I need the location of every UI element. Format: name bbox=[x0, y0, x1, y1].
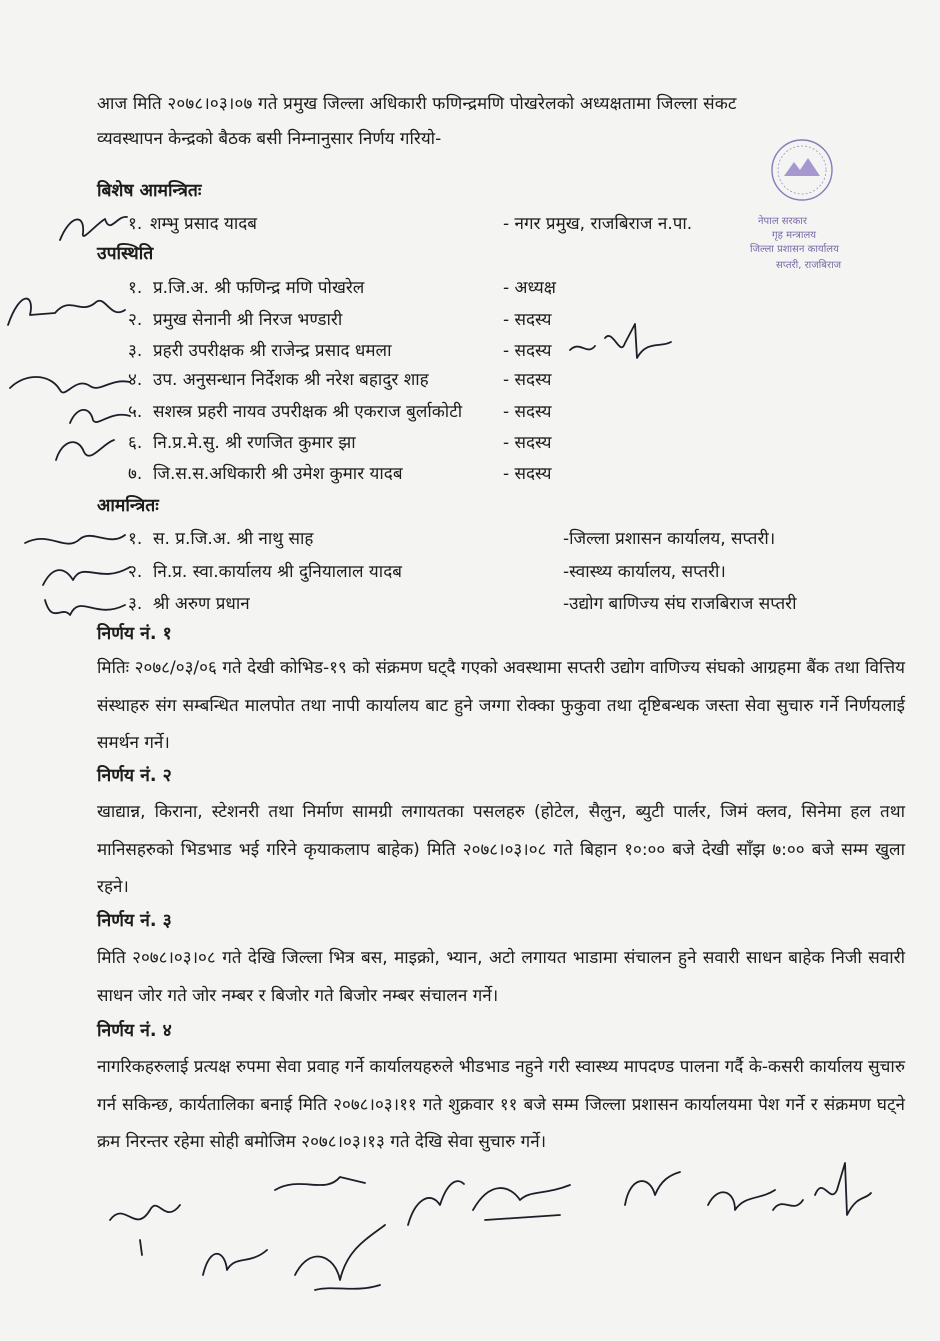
present-num: ४. bbox=[128, 370, 143, 390]
decision-heading-4: निर्णय नं. ४ bbox=[97, 1021, 172, 1041]
present-name: प्रमुख सेनानी श्री निरज भण्डारी bbox=[153, 310, 343, 330]
present-role: - सदस्य bbox=[503, 370, 552, 390]
signature-mark bbox=[615, 1160, 685, 1220]
present-num: १. bbox=[128, 278, 143, 298]
decision-text-3: मिति २०७८।०३।०८ गते देखि जिल्ला भित्र बस, माइक्रो, भ्यान, अटो लगायत भाडामा संचालन हुने सवारी साधन बाहेक निजी सवारी साधन जोर गते जोर नम्बर र बिजोर गते बिजोर नम्बर संचालन गर्ने। bbox=[97, 948, 905, 1006]
invitee-role: -उद्योग बाणिज्य संघ राजबिराज सप्तरी bbox=[563, 594, 797, 614]
signature-mark bbox=[40, 585, 130, 630]
seal-text-1: नेपाल सरकार bbox=[758, 216, 807, 227]
signature-mark bbox=[400, 1170, 470, 1240]
seal-text-4: सप्तरी, राजबिराज bbox=[776, 260, 842, 271]
signature-mark bbox=[65, 398, 135, 433]
decision-heading-1: निर्णय नं. १ bbox=[97, 624, 172, 644]
intro-line-2: व्यवस्थापन केन्द्रको बैठक बसी निम्नानुसार निर्णय गरियो- bbox=[97, 129, 442, 149]
invitee-role: -स्वास्थ्य कार्यालय, सप्तरी। bbox=[563, 562, 726, 582]
seal-text-3: जिल्ला प्रशासन कार्यालय bbox=[750, 244, 839, 255]
invitee-role: -जिल्ला प्रशासन कार्यालय, सप्तरी। bbox=[563, 529, 776, 549]
signature-mark bbox=[565, 318, 675, 363]
signature-mark bbox=[765, 1155, 875, 1235]
invitee-name: स. प्र.जि.अ. श्री नाथु साह bbox=[153, 529, 314, 549]
special-invitee-num: १. bbox=[128, 214, 143, 234]
invitee-num: १. bbox=[128, 529, 143, 549]
present-name: सशस्त्र प्रहरी नायव उपरीक्षक श्री एकराज बुर्लाकोटी bbox=[153, 402, 463, 422]
office-seal bbox=[750, 132, 880, 282]
signature-mark bbox=[50, 430, 120, 470]
present-num: ७. bbox=[128, 464, 143, 484]
signature-mark bbox=[270, 1165, 370, 1205]
present-role: - सदस्य bbox=[503, 310, 552, 330]
invitee-name: श्री अरुण प्रधान bbox=[153, 594, 250, 614]
seal-text-2: गृह मन्त्रालय bbox=[772, 230, 817, 241]
decision-heading-2: निर्णय नं. २ bbox=[97, 766, 172, 786]
decision-text-4: नागरिकहरुलाई प्रत्यक्ष रुपमा सेवा प्रवाह गर्ने कार्यालयहरुले भीडभाड नहुने गरी स्वास्थ्य मापदण्ड पालना गर्दै के-कसरी कार्यालय सुचारु गर्न सकिन्छ, कार्यतालिका बनाई मिति २०७८।०३।११ गते शुक्रवार ११ बजे सम्म जिल्ला प्रशासन कार्यालयमा पेश गर्ने र संक्रमण घट्ने क्रम निरन्तर रहेमा सोही बमोजिम २०७८।०३।१३ गते देखि सेवा सुचारु गर्ने। bbox=[97, 1057, 905, 1152]
signature-mark bbox=[20, 525, 130, 555]
invitee-name: नि.प्र. स्वा.कार्यालय श्री दुनियालाल यादब bbox=[153, 562, 402, 582]
present-name: नि.प्र.मे.सु. श्री रणजित कुमार झा bbox=[153, 433, 356, 453]
present-num: ५. bbox=[128, 402, 143, 422]
present-name: उप. अनुसन्धान निर्देशक श्री नरेश बहादुर शाह bbox=[153, 370, 429, 390]
present-name: प्र.जि.अ. श्री फणिन्द्र मणि पोखरेल bbox=[153, 278, 365, 298]
present-role: - सदस्य bbox=[503, 464, 552, 484]
present-num: २. bbox=[128, 310, 143, 330]
present-role: - सदस्य bbox=[503, 402, 552, 422]
invitee-num: २. bbox=[128, 562, 143, 582]
decision-text-1: मितिः २०७८/०३/०६ गते देखी कोभिड-१९ को संक्रमण घट्दै गएको अवस्थामा सप्तरी उद्योग वाणिज्य संघको आग्रहमा बैंक तथा वित्तिय संस्थाहरु संग सम्बन्धित मालपोत तथा नापी कार्यालय बाट हुने जग्गा रोक्का फुकुवा तथा दृष्टिबन्धक जस्ता सेवा सुचारु गर्ने निर्णयलाई समर्थन गर्ने। bbox=[97, 658, 905, 753]
signature-mark bbox=[100, 1180, 210, 1260]
present-name: जि.स.स.अधिकारी श्री उमेश कुमार यादब bbox=[153, 464, 403, 484]
special-invitees-heading: बिशेष आमन्त्रितः bbox=[97, 181, 202, 201]
special-invitee-name: शम्भु प्रसाद यादब bbox=[150, 214, 258, 234]
present-name: प्रहरी उपरीक्षक श्री राजेन्द्र प्रसाद धमला bbox=[153, 341, 392, 361]
decision-heading-3: निर्णय नं. ३ bbox=[97, 911, 172, 931]
special-invitee-role: - नगर प्रमुख, राजबिराज न.पा. bbox=[503, 214, 693, 234]
signature-mark bbox=[0, 285, 130, 335]
present-role: - सदस्य bbox=[503, 433, 552, 453]
signature-mark bbox=[285, 1215, 395, 1300]
signature-mark bbox=[195, 1230, 275, 1290]
present-num: ३. bbox=[128, 341, 143, 361]
signature-mark bbox=[465, 1170, 575, 1230]
present-heading: उपस्थिति bbox=[97, 244, 154, 264]
present-role: - सदस्य bbox=[503, 341, 552, 361]
signature-mark bbox=[55, 205, 135, 250]
present-num: ६. bbox=[128, 433, 143, 453]
invitees-heading: आमन्त्रितः bbox=[97, 496, 159, 516]
intro-line-1: आज मिति २०७८।०३।०७ गते प्रमुख जिल्ला अधिकारी फणिन्द्रमणि पोखरेलको अध्यक्षतामा जिल्ला संकट bbox=[97, 94, 737, 114]
decision-text-2: खाद्यान्न, किराना, स्टेशनरी तथा निर्माण सामग्री लगायतका पसलहरु (होटेल, सैलुन, ब्युटी पार्लर, जिमं क्लव, सिनेमा हल तथा मानिसहरुको भिडभाड भई गरिने कृयाकलाप बाहेक) मिति २०७८।०३।०८ गते बिहान १०:०० बजे देखी साँझ ७:०० बजे सम्म खुला रहने। bbox=[97, 802, 905, 897]
invitee-num: ३. bbox=[128, 594, 143, 614]
present-role: - अध्यक्ष bbox=[503, 278, 556, 298]
